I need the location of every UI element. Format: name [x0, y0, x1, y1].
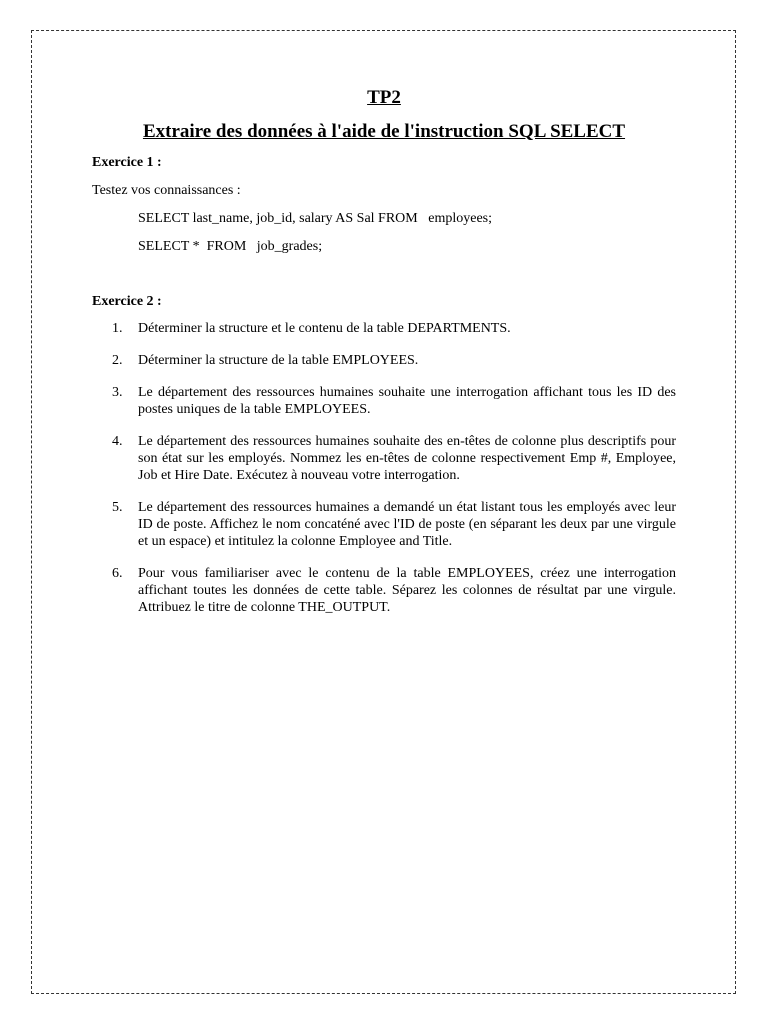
exercise-2-list: [92, 320, 676, 631]
list-item: [92, 352, 676, 369]
list-item-number: 4.: [112, 434, 123, 449]
list-item-number: 3.: [112, 385, 123, 400]
sql-query-1: SELECT last_name, job_id, salary AS Sal FROM employees;: [138, 211, 492, 226]
list-item-text: Déterminer la structure de la table EMPLOYEES.: [138, 353, 419, 368]
tp-title: TP2: [367, 87, 401, 108]
list-item-number: 6.: [112, 566, 123, 581]
exercise-1-intro: Testez vos connaissances :: [92, 183, 241, 198]
list-item: [92, 565, 676, 616]
list-item-number: 1.: [112, 321, 123, 336]
list-item: [92, 384, 676, 418]
exercise-1-heading: Exercice 1 :: [92, 155, 162, 170]
list-item-number: 5.: [112, 500, 123, 515]
list-item-text: Le département des ressources humaines a demandé un état listant tous les employés avec leur ID de poste. Affichez le nom concaténé avec l'ID de poste (en séparant les deux par une virgule et un espace) et intitulez la colonne Employee and Title.: [138, 500, 676, 549]
list-item-number: 2.: [112, 353, 123, 368]
page-title: Extraire des données à l'aide de l'instruction SQL SELECT: [142, 121, 626, 142]
list-item-text: Déterminer la structure et le contenu de la table DEPARTMENTS.: [138, 321, 511, 336]
list-item-text: Pour vous familiariser avec le contenu de la table EMPLOYEES, créez une interrogation affichant toutes les données de cette table. Séparez les colonnes de résultat par une virgule. Attribuez le titre de colonne THE_OUTPUT.: [138, 566, 676, 615]
sql-query-2: SELECT * FROM job_grades;: [138, 239, 323, 254]
list-item: [92, 320, 676, 337]
list-item-text: Le département des ressources humaines souhaite une interrogation affichant tous les ID des postes uniques de la table EMPLOYEES.: [138, 385, 676, 417]
list-item-text: Le département des ressources humaines souhaite des en-têtes de colonne plus descriptifs pour son état sur les employés. Nommez les en-têtes de colonne respectivement Emp #, Employee, Job et Hire Date. Exécutez à nouveau votre interrogation.: [138, 434, 676, 483]
exercise-2-heading: Exercice 2 :: [92, 294, 162, 309]
list-item: [92, 499, 676, 550]
list-item: [92, 433, 676, 484]
